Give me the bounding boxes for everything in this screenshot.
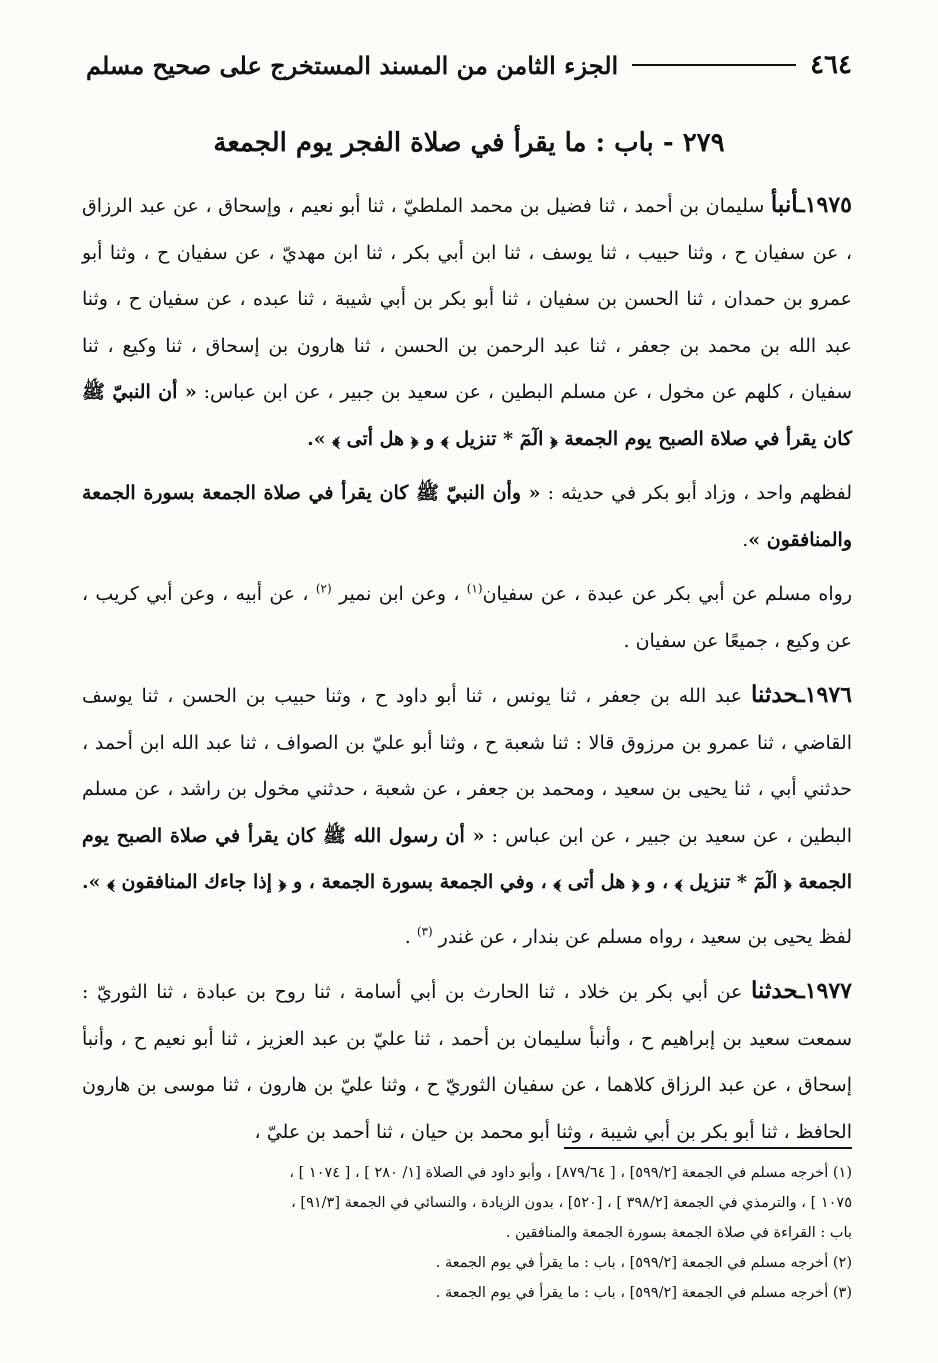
footnote-marker-3[interactable]: (٣): [416, 924, 433, 939]
note-text: لفظ يحيى بن سعيد ، رواه مسلم عن بندار ، عن غندر: [432, 925, 852, 948]
note-text: ، عن أبيه ، وعن أبي كريب ، عن وكيع ، جميعًا عن سفيان .: [82, 583, 852, 652]
footnote-marker-1[interactable]: (١): [466, 581, 483, 596]
hadith-matn: « أن النبيّ ﷺ كان يقرأ في صلاة الصبح يوم الجمعة ﴿ الٓمٓ * تنزيل ﴾ و ﴿ هل أتى ﴾ ».: [82, 381, 852, 450]
chapter-title: ٢٧٩ - باب : ما يقرأ في صلاة الفجر يوم الجمعة: [213, 128, 725, 158]
hadith-number: ١٩٧٥: [804, 192, 852, 218]
isnad-text: عبد الله بن جعفر ، ثنا يونس ، ثنا أبو داود ح ، وثنا حبيب بن الحسن ، ثنا يوسف القاضي ، ثنا عمرو بن مرزوق قالا : ثنا شعبة ح ، وثنا أبو عليّ بن الصواف ، ثنا عبد الله ابن أحمد ، حدثني أبي ، ثنا يحيى بن سعيد ، ومحمد بن جعفر ، عن شعبة ، حدثني مخول بن راشد ، عن مسلم البطين ، عن سعيد بن جبير ، عن ابن عباس :: [82, 685, 853, 847]
running-title: الجزء الثامن من المسند المستخرج على صحيح مسلم: [86, 50, 619, 80]
page-number: ٤٦٤: [810, 50, 852, 80]
note-1975-wording: [82, 470, 852, 563]
footnotes: [82, 1158, 852, 1308]
footnote-separator: [564, 1147, 852, 1149]
main-text: [82, 182, 852, 1163]
note-text: ، وعن ابن نمير: [331, 583, 467, 605]
hadith-number: ١٩٧٦: [804, 682, 852, 708]
hadith-1977: [82, 968, 852, 1155]
note-quote: « وأن النبيّ ﷺ كان يقرأ في صلاة الجمعة بسورة الجمعة والمنافقون »: [82, 482, 852, 551]
running-header: [86, 42, 852, 88]
footnote-3: (٣) أخرجه مسلم في الجمعة [٥٩٩/٢] ، باب : ما يقرأ في يوم الجمعة .: [435, 1285, 852, 1301]
hadith-1975: [82, 182, 852, 462]
hadith-dash: ـ: [798, 978, 805, 1004]
note-text: .: [404, 925, 417, 948]
hadith-1976: [82, 672, 852, 906]
note-text: رواه مسلم عن أبي بكر عن عبدة ، عن سفيان: [482, 583, 852, 605]
note-text: لفظهم واحد ، وزاد أبو بكر في حديثه :: [540, 482, 852, 504]
hadith-number: ١٩٧٧: [804, 978, 852, 1004]
hadith-matn: « أن رسول الله ﷺ كان يقرأ في صلاة الصبح يوم الجمعة ﴿ الٓمٓ * تنزيل ﴾ ، و ﴿ هل أتى ﴾ ، وفي الجمعة بسورة الجمعة ، و ﴿ إذا جاءك المنافقون ﴾ ».: [82, 824, 852, 893]
footnote-1-line-2: ١٠٧٥ ] ، والترمذي في الجمعة [٣٩٨/٢ ] ، [٥٢٠] ، بدون الزيادة ، والنسائي في الجمعة [٩١/٣] ،: [291, 1195, 852, 1211]
note-1976-source: [82, 914, 852, 961]
footnote-2: (٢) أخرجه مسلم في الجمعة [٥٩٩/٢] ، باب : ما يقرأ في يوم الجمعة .: [435, 1255, 852, 1271]
narration-word: حدثنا: [751, 681, 799, 708]
narration-word: أنبأ: [770, 191, 799, 218]
header-rule: [632, 64, 796, 66]
footnote-1-line-3: باب : القراءة في صلاة الجمعة بسورة الجمعة والمنافقين .: [505, 1225, 852, 1241]
footnote-marker-2[interactable]: (٢): [315, 581, 332, 596]
note-end: .: [742, 528, 749, 551]
narration-word: حدثنا: [751, 977, 799, 1004]
isnad-text: عن أبي بكر بن خلاد ، ثنا الحارث بن أبي أسامة ، ثنا روح بن عبادة ، ثنا الثوريّ : سمعت سعيد بن إبراهيم ح ، وأنبأ سليمان بن أحمد ، ثنا عليّ بن عبد العزيز ، ثنا أبو نعيم ح ، وأنبأ إسحاق ، عن عبد الرزاق كلاهما ، عن سفيان الثوريّ ح ، وثنا عليّ بن هارون ، ثنا موسى بن هارون الحافظ ، ثنا أبو بكر بن أبي شيبة ، وثنا أبو محمد بن حيان ، ثنا أحمد بن عليّ ،: [82, 981, 852, 1143]
note-1975-source: [82, 571, 852, 664]
footnote-1-line-1: (١) أخرجه مسلم في الجمعة [٥٩٩/٢] ، [ ٨٧٩/٦٤] ، وأبو داود في الصلاة [١/ ٢٨٠ ] ، [ ١٠٧٤ ] ،: [289, 1165, 852, 1181]
isnad-text: سليمان بن أحمد ، ثنا فضيل بن محمد الملطيّ ، ثنا أبو نعيم ، وإسحاق ، عن عبد الرزاق ، عن سفيان ح ، وثنا حبيب ، ثنا يوسف ، ثنا ابن أبي بكر ، ثنا ابن مهديّ ، عن سفيان ح ، وثنا أبو عمرو بن حمدان ، ثنا الحسن بن سفيان ، ثنا أبو بكر بن أبي شيبة ، ثنا عبده ، عن سفيان ح ، وثنا عبد الله بن محمد بن جعفر ، ثنا عبد الرحمن بن الحسن ، ثنا هارون بن إسحاق ، ثنا وكيع ، ثنا سفيان ، كلهم عن مخول ، عن مسلم البطين ، عن سعيد بن جبير ، عن ابن عباس:: [82, 195, 852, 403]
hadith-dash: ـ: [798, 682, 805, 708]
hadith-dash: ـ: [798, 192, 805, 218]
